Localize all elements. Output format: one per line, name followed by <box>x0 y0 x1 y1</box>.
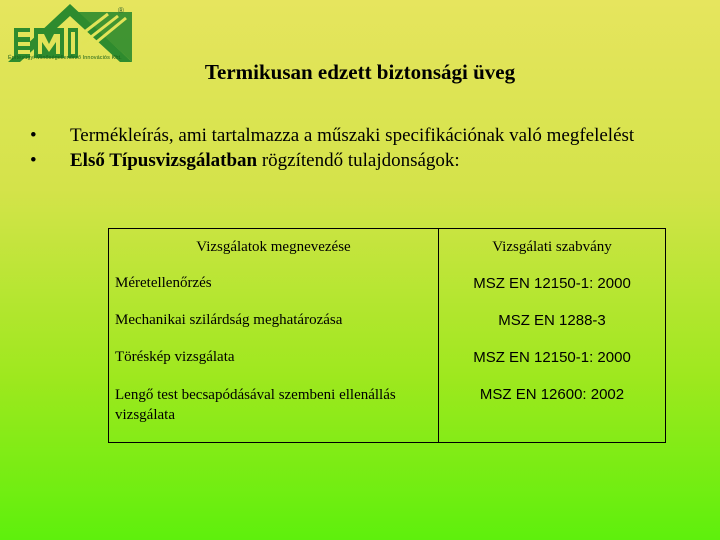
standard-cell: MSZ EN 1288-3 <box>439 312 666 349</box>
column-header-standard: Vizsgálati szabvány <box>439 229 666 275</box>
table-header-row <box>109 229 666 275</box>
bullet-bold-text: Első Típusvizsgálatban <box>70 150 258 171</box>
table-row <box>109 275 666 312</box>
column-header-test-name: Vizsgálatok megnevezése <box>109 229 439 275</box>
bullet-list <box>30 125 690 175</box>
bullet-item <box>30 125 690 147</box>
bullet-text: rögzítendő tulajdonságok: <box>257 150 460 171</box>
standard-cell: MSZ EN 12600: 2002 <box>439 385 666 443</box>
table-row <box>109 385 666 443</box>
standard-cell: MSZ EN 12150-1: 2000 <box>439 275 666 312</box>
test-name-cell: Lengő test becsapódásával szembeni ellenállás vizsgálata <box>109 385 439 443</box>
test-name-cell: Töréskép vizsgálata <box>109 349 439 385</box>
table-row <box>109 312 666 349</box>
test-name-cell: Méretellenőrzés <box>109 275 439 312</box>
registered-mark: ® <box>118 6 124 15</box>
standard-cell: MSZ EN 12150-1: 2000 <box>439 349 666 385</box>
logo-tagline: Építésügyi Minőségellenőrző Innovációs Kht. <box>8 55 122 61</box>
test-standards-table <box>108 228 666 443</box>
bullet-text: Termékleírás, ami tartalmazza a műszaki specifikációnak való megfelelést <box>70 125 635 146</box>
test-name-cell: Mechanikai szilárdság meghatározása <box>109 312 439 349</box>
bullet-item <box>30 150 690 172</box>
table-row <box>109 349 666 385</box>
slide-title: Termikusan edzett biztonsági üveg <box>204 60 516 84</box>
